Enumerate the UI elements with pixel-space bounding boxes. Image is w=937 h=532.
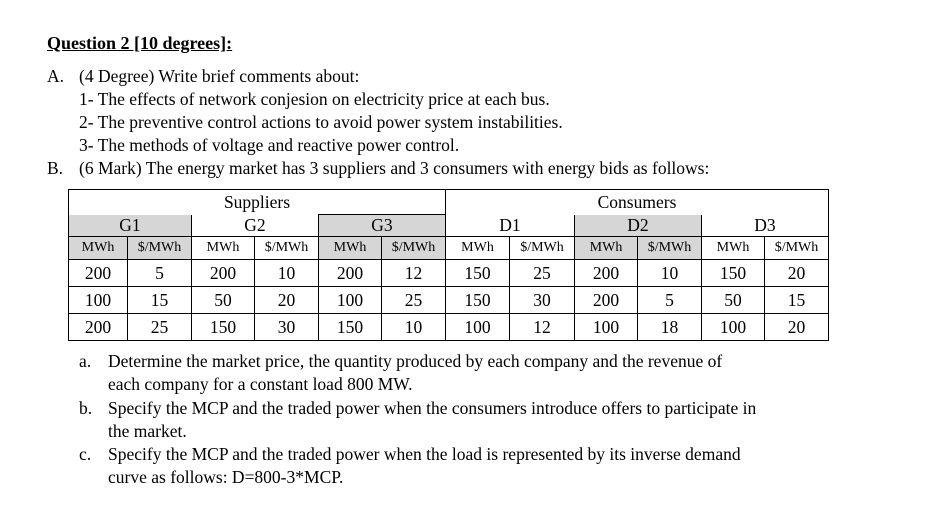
unit-header-mwh: MWh — [702, 237, 765, 260]
table-cell: 10 — [255, 260, 319, 287]
table-cell: 50 — [702, 287, 765, 314]
part-a-item-2: 2- The preventive control actions to avoid power system instabilities. — [79, 112, 563, 132]
table-cell: 15 — [765, 287, 829, 314]
subq-a-label: a. — [79, 351, 92, 371]
entity-header-g3: G3 — [319, 215, 446, 237]
entity-header-d3: D3 — [702, 215, 829, 237]
part-a-item-3: 3- The methods of voltage and reactive power control. — [79, 135, 460, 155]
subq-b-label: b. — [79, 398, 93, 418]
subq-c-line-1: Specify the MCP and the traded power when the load is represented by its inverse demand — [108, 444, 741, 464]
table-cell: 15 — [128, 287, 192, 314]
subq-b-line-1: Specify the MCP and the traded power when the consumers introduce offers to participate in — [108, 398, 757, 418]
table-cell: 20 — [765, 314, 829, 341]
unit-header-price: $/MWh — [128, 237, 192, 260]
table-cell: 20 — [765, 260, 829, 287]
subq-c-label: c. — [79, 444, 92, 464]
unit-header-price: $/MWh — [638, 237, 702, 260]
table-cell: 5 — [128, 260, 192, 287]
table-cell: 30 — [510, 287, 575, 314]
unit-header-mwh: MWh — [446, 237, 510, 260]
subq-a-line-1: Determine the market price, the quantity produced by each company and the revenue of — [108, 351, 723, 371]
entity-header-d1: D1 — [446, 215, 575, 237]
table-cell: 200 — [192, 260, 255, 287]
table-cell: 100 — [319, 287, 382, 314]
unit-header-price: $/MWh — [382, 237, 446, 260]
table-cell: 18 — [638, 314, 702, 341]
part-b-text: (6 Mark) The energy market has 3 suppliers and 3 consumers with energy bids as follows: — [79, 158, 710, 178]
subq-a-line-2: each company for a constant load 800 MW. — [108, 374, 413, 394]
entity-header-g2: G2 — [192, 215, 319, 237]
part-a-text: (4 Degree) Write brief comments about: — [79, 66, 360, 86]
unit-header-price: $/MWh — [765, 237, 829, 260]
entity-header-g1: G1 — [69, 215, 192, 237]
table-row — [69, 287, 829, 314]
unit-header-mwh: MWh — [192, 237, 255, 260]
table-cell: 10 — [638, 260, 702, 287]
table-cell: 25 — [128, 314, 192, 341]
subq-c-line-2: curve as follows: D=800-3*MCP. — [108, 467, 344, 487]
table-cell: 150 — [446, 260, 510, 287]
table-cell: 5 — [638, 287, 702, 314]
table-cell: 30 — [255, 314, 319, 341]
table-cell: 12 — [510, 314, 575, 341]
table-cell: 150 — [192, 314, 255, 341]
unit-header-mwh: MWh — [319, 237, 382, 260]
table-cell: 200 — [319, 260, 382, 287]
part-a-label: A. — [47, 66, 65, 86]
table-cell: 100 — [702, 314, 765, 341]
unit-header-mwh: MWh — [575, 237, 638, 260]
table-cell: 12 — [382, 260, 446, 287]
table-row — [69, 314, 829, 341]
subq-b-line-2: the market. — [108, 421, 187, 441]
table-cell: 100 — [69, 287, 128, 314]
table-cell: 25 — [510, 260, 575, 287]
table-cell: 20 — [255, 287, 319, 314]
entity-header-d2: D2 — [575, 215, 702, 237]
table-cell: 10 — [382, 314, 446, 341]
table-cell: 200 — [69, 314, 128, 341]
table-cell: 50 — [192, 287, 255, 314]
table-row — [69, 260, 829, 287]
unit-header-price: $/MWh — [510, 237, 575, 260]
table-cell: 150 — [446, 287, 510, 314]
table-cell: 100 — [575, 314, 638, 341]
question-title: Question 2 [10 degrees]: — [47, 33, 233, 53]
table-cell: 200 — [69, 260, 128, 287]
table-cell: 150 — [319, 314, 382, 341]
table-cell: 150 — [702, 260, 765, 287]
table-cell: 100 — [446, 314, 510, 341]
table-cell: 200 — [575, 287, 638, 314]
consumers-header: Consumers — [446, 190, 829, 215]
part-b-label: B. — [47, 158, 64, 178]
bids-table — [68, 189, 829, 341]
suppliers-header: Suppliers — [69, 190, 446, 215]
unit-header-mwh: MWh — [69, 237, 128, 260]
table-cell: 200 — [575, 260, 638, 287]
table-cell: 25 — [382, 287, 446, 314]
part-a-item-1: 1- The effects of network conjesion on electricity price at each bus. — [79, 89, 550, 109]
unit-header-price: $/MWh — [255, 237, 319, 260]
